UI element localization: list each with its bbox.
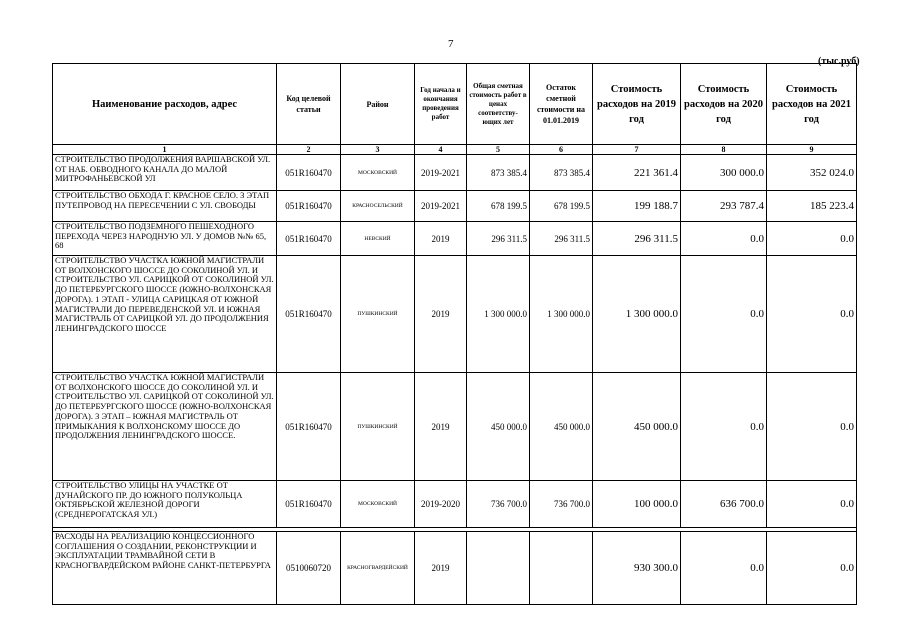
header-name: Наименование расходов, адрес: [53, 64, 277, 145]
cell-remaining: 1 300 000.0: [530, 256, 593, 373]
cell-cost-2021: 0.0: [767, 256, 857, 373]
cell-cost-2021: 0.0: [767, 481, 857, 528]
column-number: 5: [467, 145, 530, 155]
cell-cost-2021: 0.0: [767, 222, 857, 256]
table-row: [53, 191, 857, 222]
column-number: 4: [415, 145, 467, 155]
cell-code: 051R160470: [277, 256, 341, 373]
cell-cost-2020: 636 700.0: [681, 481, 767, 528]
cell-cost-2019: 296 311.5: [593, 222, 681, 256]
cell-cost-2021: 185 223.4: [767, 191, 857, 222]
cell-cost-2019: 100 000.0: [593, 481, 681, 528]
cell-years: 2019: [415, 373, 467, 481]
cell-total-cost: 1 300 000.0: [467, 256, 530, 373]
column-number-row: [53, 145, 857, 155]
cell-code: 0510060720: [277, 532, 341, 605]
cell-name: СТРОИТЕЛЬСТВО ПОДЗЕМНОГО ПЕШЕХОДНОГО ПЕРЕХОДА ЧЕРЕЗ НАРОДНУЮ УЛ. У ДОМОВ №№ 65, 68: [53, 222, 277, 256]
cell-cost-2019: 199 188.7: [593, 191, 681, 222]
cell-total-cost: 873 385.4: [467, 155, 530, 191]
cell-total-cost: 296 311.5: [467, 222, 530, 256]
cell-cost-2019: 930 300.0: [593, 532, 681, 605]
cell-remaining: 736 700.0: [530, 481, 593, 528]
table-row: [53, 155, 857, 191]
units-label: (тыс.руб): [818, 56, 860, 67]
cell-years: 2019: [415, 256, 467, 373]
table-row: [53, 256, 857, 373]
cell-cost-2020: 0.0: [681, 532, 767, 605]
cell-district: ПУШКИНСКИЙ: [341, 256, 415, 373]
cell-years: 2019: [415, 532, 467, 605]
header-years: Год начала и окончания проведения работ: [415, 64, 467, 145]
cell-name: СТРОИТЕЛЬСТВО УЧАСТКА ЮЖНОЙ МАГИСТРАЛИ ОТ ВОЛХОНСКОГО ШОССЕ ДО СОКОЛИНОЙ УЛ. И СТРОИТЕЛЬСТВО УЛ. САРИЦКОЙ ОТ СОКОЛИНОЙ УЛ. ДО ПЕТЕРБУРГСКОГО ШОССЕ (ЮЖНО-ВОЛХОНСКАЯ ДОРОГА). 3 ЭТАП – ЮЖНАЯ МАГИСТРАЛЬ ОТ ПРИМЫКАНИЯ К ВОЛХОНСКОМУ ШОССЕ ДО ПРОДОЛЖЕНИЯ ЛЕНИНГРАДСКОГО ШОССЕ.: [53, 373, 277, 481]
cell-cost-2021: 352 024.0: [767, 155, 857, 191]
column-number: 2: [277, 145, 341, 155]
cell-cost-2020: 300 000.0: [681, 155, 767, 191]
cell-cost-2019: 221 361.4: [593, 155, 681, 191]
cell-name: СТРОИТЕЛЬСТВО УЛИЦЫ НА УЧАСТКЕ ОТ ДУНАЙСКОГО ПР. ДО ЮЖНОГО ПОЛУКОЛЬЦА ОКТЯБРЬСКОЙ ЖЕЛЕЗНОЙ ДОРОГИ (СРЕДНЕРОГАТСКАЯ УЛ.): [53, 481, 277, 528]
cell-total-cost: 678 199.5: [467, 191, 530, 222]
column-number: 8: [681, 145, 767, 155]
header-cost-2020: Стоимость расходов на 2020 год: [681, 64, 767, 145]
cell-cost-2020: 0.0: [681, 222, 767, 256]
cell-cost-2019: 1 300 000.0: [593, 256, 681, 373]
cell-years: 2019-2021: [415, 155, 467, 191]
cell-cost-2020: 0.0: [681, 256, 767, 373]
cell-remaining: 678 199.5: [530, 191, 593, 222]
cell-remaining: [530, 532, 593, 605]
header-code: Код целевой статьи: [277, 64, 341, 145]
table-row: [53, 532, 857, 605]
cell-code: 051R160470: [277, 481, 341, 528]
cell-code: 051R160470: [277, 222, 341, 256]
cell-years: 2019-2021: [415, 191, 467, 222]
cell-district: МОСКОВСКИЙ: [341, 155, 415, 191]
header-cost-2019: Стоимость расходов на 2019 год: [593, 64, 681, 145]
cell-cost-2021: 0.0: [767, 373, 857, 481]
cell-cost-2020: 293 787.4: [681, 191, 767, 222]
column-number: 7: [593, 145, 681, 155]
header-cost-2021: Стоимость расходов на 2021 год: [767, 64, 857, 145]
header-remaining: Остаток сметной стоимости на 01.01.2019: [530, 64, 593, 145]
cell-total-cost: 736 700.0: [467, 481, 530, 528]
cell-code: 051R160470: [277, 155, 341, 191]
cell-cost-2019: 450 000.0: [593, 373, 681, 481]
table-row: [53, 222, 857, 256]
cell-years: 2019-2020: [415, 481, 467, 528]
cell-remaining: 873 385.4: [530, 155, 593, 191]
budget-table: [52, 63, 857, 605]
cell-name: СТРОИТЕЛЬСТВО ОБХОДА Г. КРАСНОЕ СЕЛО. 3 ЭТАП ПУТЕПРОВОД НА ПЕРЕСЕЧЕНИИ С УЛ. СВОБОДЫ: [53, 191, 277, 222]
page-number: 7: [448, 38, 454, 50]
column-number: 6: [530, 145, 593, 155]
column-number: 3: [341, 145, 415, 155]
cell-cost-2021: 0.0: [767, 532, 857, 605]
header-row: [53, 64, 857, 145]
cell-district: МОСКОВСКИЙ: [341, 481, 415, 528]
table-row: [53, 373, 857, 481]
cell-total-cost: [467, 532, 530, 605]
cell-remaining: 450 000.0: [530, 373, 593, 481]
header-district: Район: [341, 64, 415, 145]
cell-district: НЕВСКИЙ: [341, 222, 415, 256]
table-row: [53, 481, 857, 528]
column-number: 9: [767, 145, 857, 155]
column-number: 1: [53, 145, 277, 155]
cell-name: СТРОИТЕЛЬСТВО ПРОДОЛЖЕНИЯ ВАРШАВСКОЙ УЛ. ОТ НАБ. ОБВОДНОГО КАНАЛА ДО МАЛОЙ МИТРОФАНЬЕВСКОЙ УЛ: [53, 155, 277, 191]
cell-years: 2019: [415, 222, 467, 256]
cell-name: СТРОИТЕЛЬСТВО УЧАСТКА ЮЖНОЙ МАГИСТРАЛИ ОТ ВОЛХОНСКОГО ШОССЕ ДО СОКОЛИНОЙ УЛ. И СТРОИТЕЛЬСТВО УЛ. САРИЦКОЙ ОТ СОКОЛИНОЙ УЛ. ДО ПЕТЕРБУРГСКОГО ШОССЕ (ЮЖНО-ВОЛХОНСКАЯ ДОРОГА). 1 ЭТАП - УЛИЦА САРИЦКАЯ ОТ ЮЖНОЙ МАГИСТРАЛИ ДО ПЕРЕВЕДЕНСКОЙ УЛ. И ЮЖНАЯ МАГИСТРАЛЬ ОТ САРИЦКОЙ УЛ. ДО ПРОДОЛЖЕНИЯ ЛЕНИНГРАДСКОГО ШОССЕ: [53, 256, 277, 373]
cell-code: 051R160470: [277, 191, 341, 222]
cell-remaining: 296 311.5: [530, 222, 593, 256]
cell-name: РАСХОДЫ НА РЕАЛИЗАЦИЮ КОНЦЕССИОННОГО СОГЛАШЕНИЯ О СОЗДАНИИ, РЕКОНСТРУКЦИИ И ЭКСПЛУАТАЦИИ ТРАМВАЙНОЙ СЕТИ В КРАСНОГВАРДЕЙСКОМ РАЙОНЕ САНКТ-ПЕТЕРБУРГА: [53, 532, 277, 605]
cell-total-cost: 450 000.0: [467, 373, 530, 481]
cell-district: ПУШКИНСКИЙ: [341, 373, 415, 481]
cell-cost-2020: 0.0: [681, 373, 767, 481]
cell-code: 051R160470: [277, 373, 341, 481]
header-total-cost: Общая сметная стоимость работ в ценах соответству-ющих лет: [467, 64, 530, 145]
cell-district: КРАСНОСЕЛЬСКИЙ: [341, 191, 415, 222]
cell-district: КРАСНОГВАРДЕЙСКИЙ: [341, 532, 415, 605]
